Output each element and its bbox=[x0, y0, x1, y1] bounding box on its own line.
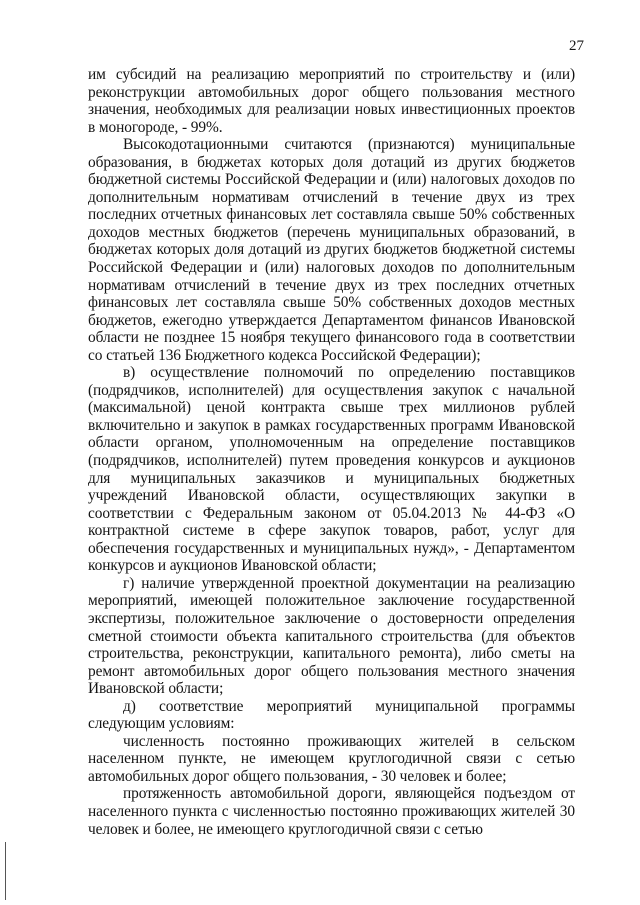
paragraph-high-subsidy-definition: Высокодотационными считаются (признаются) муниципальные образования, в бюджетах которых доля дотаций из других бюджетов бюджетной системы Российской Федерации и (или) налоговых доходов по дополнительным нормативам отчислений в течение двух из трех последних отчетных финансовых лет составляла свыше 50% собственных доходов местных бюджетов (перечень муниципальных образований, в бюджетах которых доля дотаций из других бюджетов бюджетной системы Российской Федерации и (или) налоговых доходов по дополнительным нормативам отчислений в течение двух из трех последних отчетных финансовых лет составляла свыше 50% собственных доходов местных бюджетов, ежегодно утверждается Департаментом финансов Ивановской области не позднее 15 ноября текущего финансового года в соответствии со статьей 136 Бюджетного кодекса Российской Федерации); bbox=[88, 136, 575, 364]
scan-margin-line bbox=[5, 842, 6, 900]
document-body bbox=[88, 66, 575, 838]
paragraph-item-d: д) соответствие мероприятий муниципальной программы следующим условиям: bbox=[88, 697, 575, 733]
paragraph-condition-road-length: протяженность автомобильной дороги, являющейся подъездом от населенного пункта с численностью постоянно проживающих жителей 30 человек и более, не имеющего круглогодичной связи с сетью bbox=[88, 785, 575, 838]
paragraph-item-g: г) наличие утвержденной проектной документации на реализацию мероприятий, имеющей положительное заключение государственной экспертизы, положительное заключение о достоверности определения сметной стоимости объекта капитального строительства (для объектов строительства, реконструкции, капитального ремонта), либо сметы на ремонт автомобильных дорог общего пользования местного значения Ивановской области; bbox=[88, 574, 575, 698]
paragraph-subsidy-conclusion: им субсидий на реализацию мероприятий по строительству и (или) реконструкции автомобильных дорог общего пользования местного значения, необходимых для реализации новых инвестиционных проектов в моногороде, - 99%. bbox=[88, 66, 575, 136]
paragraph-item-v: в) осуществление полномочий по определению поставщиков (подрядчиков, исполнителей) для осуществления закупок с начальной (максимальной) ценой контракта свыше трех миллионов рублей включительно и закупок в рамках государственных программ Ивановской области органом, уполномоченным на определение поставщиков (подрядчиков, исполнителей) путем проведения конкурсов и аукционов для муниципальных заказчиков и муниципальных бюджетных учреждений Ивановской области, осуществляющих закупки в соответствии с Федеральным законом от 05.04.2013 № 44-ФЗ «О контрактной системе в сфере закупок товаров, работ, услуг для обеспечения государственных и муниципальных нужд», - Департаментом конкурсов и аукционов Ивановской области; bbox=[88, 364, 575, 575]
page-number: 27 bbox=[569, 38, 584, 54]
paragraph-condition-population: численность постоянно проживающих жителей в сельском населенном пункте, не имеющем круглогодичной связи с сетью автомобильных дорог общего пользования, - 30 человек и более; bbox=[88, 732, 575, 785]
